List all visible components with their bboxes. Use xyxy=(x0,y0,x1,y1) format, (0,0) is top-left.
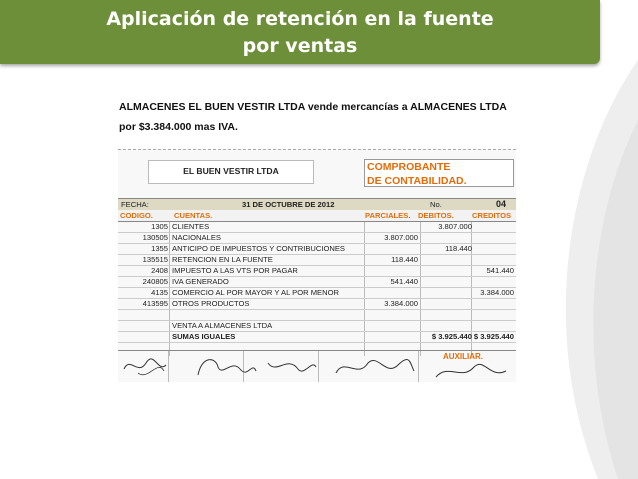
row-account: IMPUESTO A LAS VTS POR PAGAR xyxy=(172,266,298,275)
fecha-label: FECHA: xyxy=(121,200,149,209)
table-row xyxy=(118,244,516,255)
row-account: ANTICIPO DE IMPUESTOS Y CONTRIBUCIONES xyxy=(172,244,345,253)
table-row xyxy=(118,222,516,233)
company-name: EL BUEN VESTIR LTDA xyxy=(183,166,279,176)
row-account: VENTA A ALMACENES LTDA xyxy=(172,321,273,330)
auxiliar-label: AUXILIAR. xyxy=(443,352,483,361)
table-row xyxy=(118,255,516,266)
row-parcial: 3.807.000 xyxy=(384,233,418,242)
column-headers xyxy=(118,210,516,222)
row-account: COMERCIO AL POR MAYOR Y AL POR MENOR xyxy=(172,288,339,297)
row-account: IVA GENERADO xyxy=(172,277,229,286)
row-code: 1305 xyxy=(151,222,168,231)
comprobante-line-1: COMPROBANTE xyxy=(367,161,451,173)
comprobante-title xyxy=(364,159,514,187)
intro-line-1: ALMACENES EL BUEN VESTIR LTDA vende mercancías a ALMACENES LTDA xyxy=(119,101,507,113)
row-parcial: 118.440 xyxy=(391,255,418,264)
header-cuentas: CUENTAS. xyxy=(174,211,213,220)
row-credito: $ 3.925.440 xyxy=(473,332,514,341)
row-account: CLIENTES xyxy=(172,222,210,231)
voucher-form xyxy=(118,149,516,382)
row-account: RETENCION EN LA FUENTE xyxy=(172,255,273,264)
dashed-divider xyxy=(118,149,516,150)
table-row xyxy=(118,288,516,299)
header-parciales: PARCIALES. xyxy=(365,211,411,220)
table-row xyxy=(118,321,516,332)
row-code: 135515 xyxy=(142,255,168,264)
row-debito: $ 3.925.440 xyxy=(431,332,472,341)
row-account: NACIONALES xyxy=(172,233,221,242)
table-row xyxy=(118,299,516,310)
table-row xyxy=(118,233,516,244)
row-code: 1355 xyxy=(151,244,168,253)
table-row xyxy=(118,332,516,343)
header-codigo: CODIGO. xyxy=(120,211,153,220)
row-account: OTROS PRODUCTOS xyxy=(172,299,250,308)
row-code: 4135 xyxy=(151,288,168,297)
signature-area xyxy=(118,350,516,382)
row-credito: 3.384.000 xyxy=(480,288,514,297)
title-line-2: por ventas xyxy=(242,35,358,57)
row-code: 2408 xyxy=(151,266,168,275)
no-value: 04 xyxy=(496,199,507,209)
header-creditos: CREDITOS xyxy=(472,211,512,220)
fecha-value: 31 DE OCTUBRE DE 2012 xyxy=(242,200,335,209)
title-line-1: Aplicación de retención en la fuente xyxy=(106,8,494,30)
row-credito: 541.440 xyxy=(486,266,514,275)
row-parcial: 3.384.000 xyxy=(384,299,418,308)
row-code: 240805 xyxy=(142,277,168,286)
no-label: No. xyxy=(430,200,442,209)
table-row xyxy=(118,310,516,321)
table-row xyxy=(118,277,516,288)
row-debito: 3.807.000 xyxy=(438,222,472,231)
row-account: SUMAS IGUALES xyxy=(172,332,236,341)
table-row xyxy=(118,266,516,277)
header-debitos: DEBITOS. xyxy=(418,211,454,220)
row-code: 130505 xyxy=(142,233,168,242)
entries-table xyxy=(118,222,516,343)
intro-line-2: por $3.384.000 mas IVA. xyxy=(119,121,238,133)
company-box xyxy=(148,160,314,184)
row-debito: 118.440 xyxy=(445,244,472,253)
row-parcial: 541.440 xyxy=(390,277,418,286)
comprobante-line-2: DE CONTABILIDAD. xyxy=(367,175,467,187)
row-code: 413595 xyxy=(142,299,168,308)
intro-text xyxy=(119,97,539,137)
